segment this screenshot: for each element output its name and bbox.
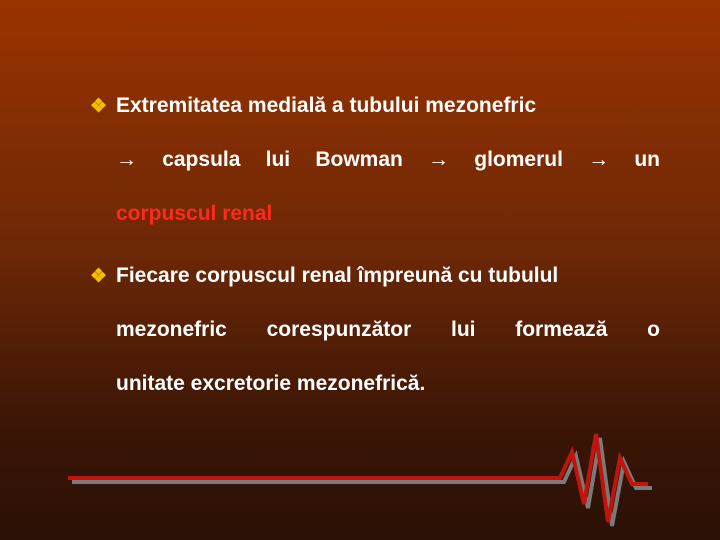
diamond-bullet-icon: ❖ [90, 266, 108, 287]
word: formează [515, 318, 608, 341]
arrow-right-icon: → [428, 148, 450, 171]
bullet-2-text-1: Fiecare corpuscul renal împreună cu tubulul [116, 264, 559, 287]
word: lui [451, 318, 476, 341]
ecg-shadow [72, 438, 652, 526]
word: glomerul [474, 148, 563, 171]
word: capsula [162, 148, 241, 171]
bullet-1-line-3-highlight: corpuscul renal [116, 202, 273, 225]
bullet-2-line-3: unitate excretorie mezonefrică. [116, 372, 426, 395]
word: o [647, 318, 660, 341]
word: un [634, 148, 660, 171]
word: Bowman [315, 148, 403, 171]
ecg-line [68, 434, 648, 522]
diamond-bullet-icon: ❖ [90, 96, 108, 117]
word: lui [265, 148, 291, 171]
bullet-1-text-1: Extremitatea medială a tubului mezonefric [116, 94, 537, 117]
arrow-right-icon: → [116, 148, 137, 171]
word: mezonefric [116, 318, 227, 341]
word: corespunzător [266, 318, 412, 341]
arrow-right-icon: → [588, 148, 610, 171]
